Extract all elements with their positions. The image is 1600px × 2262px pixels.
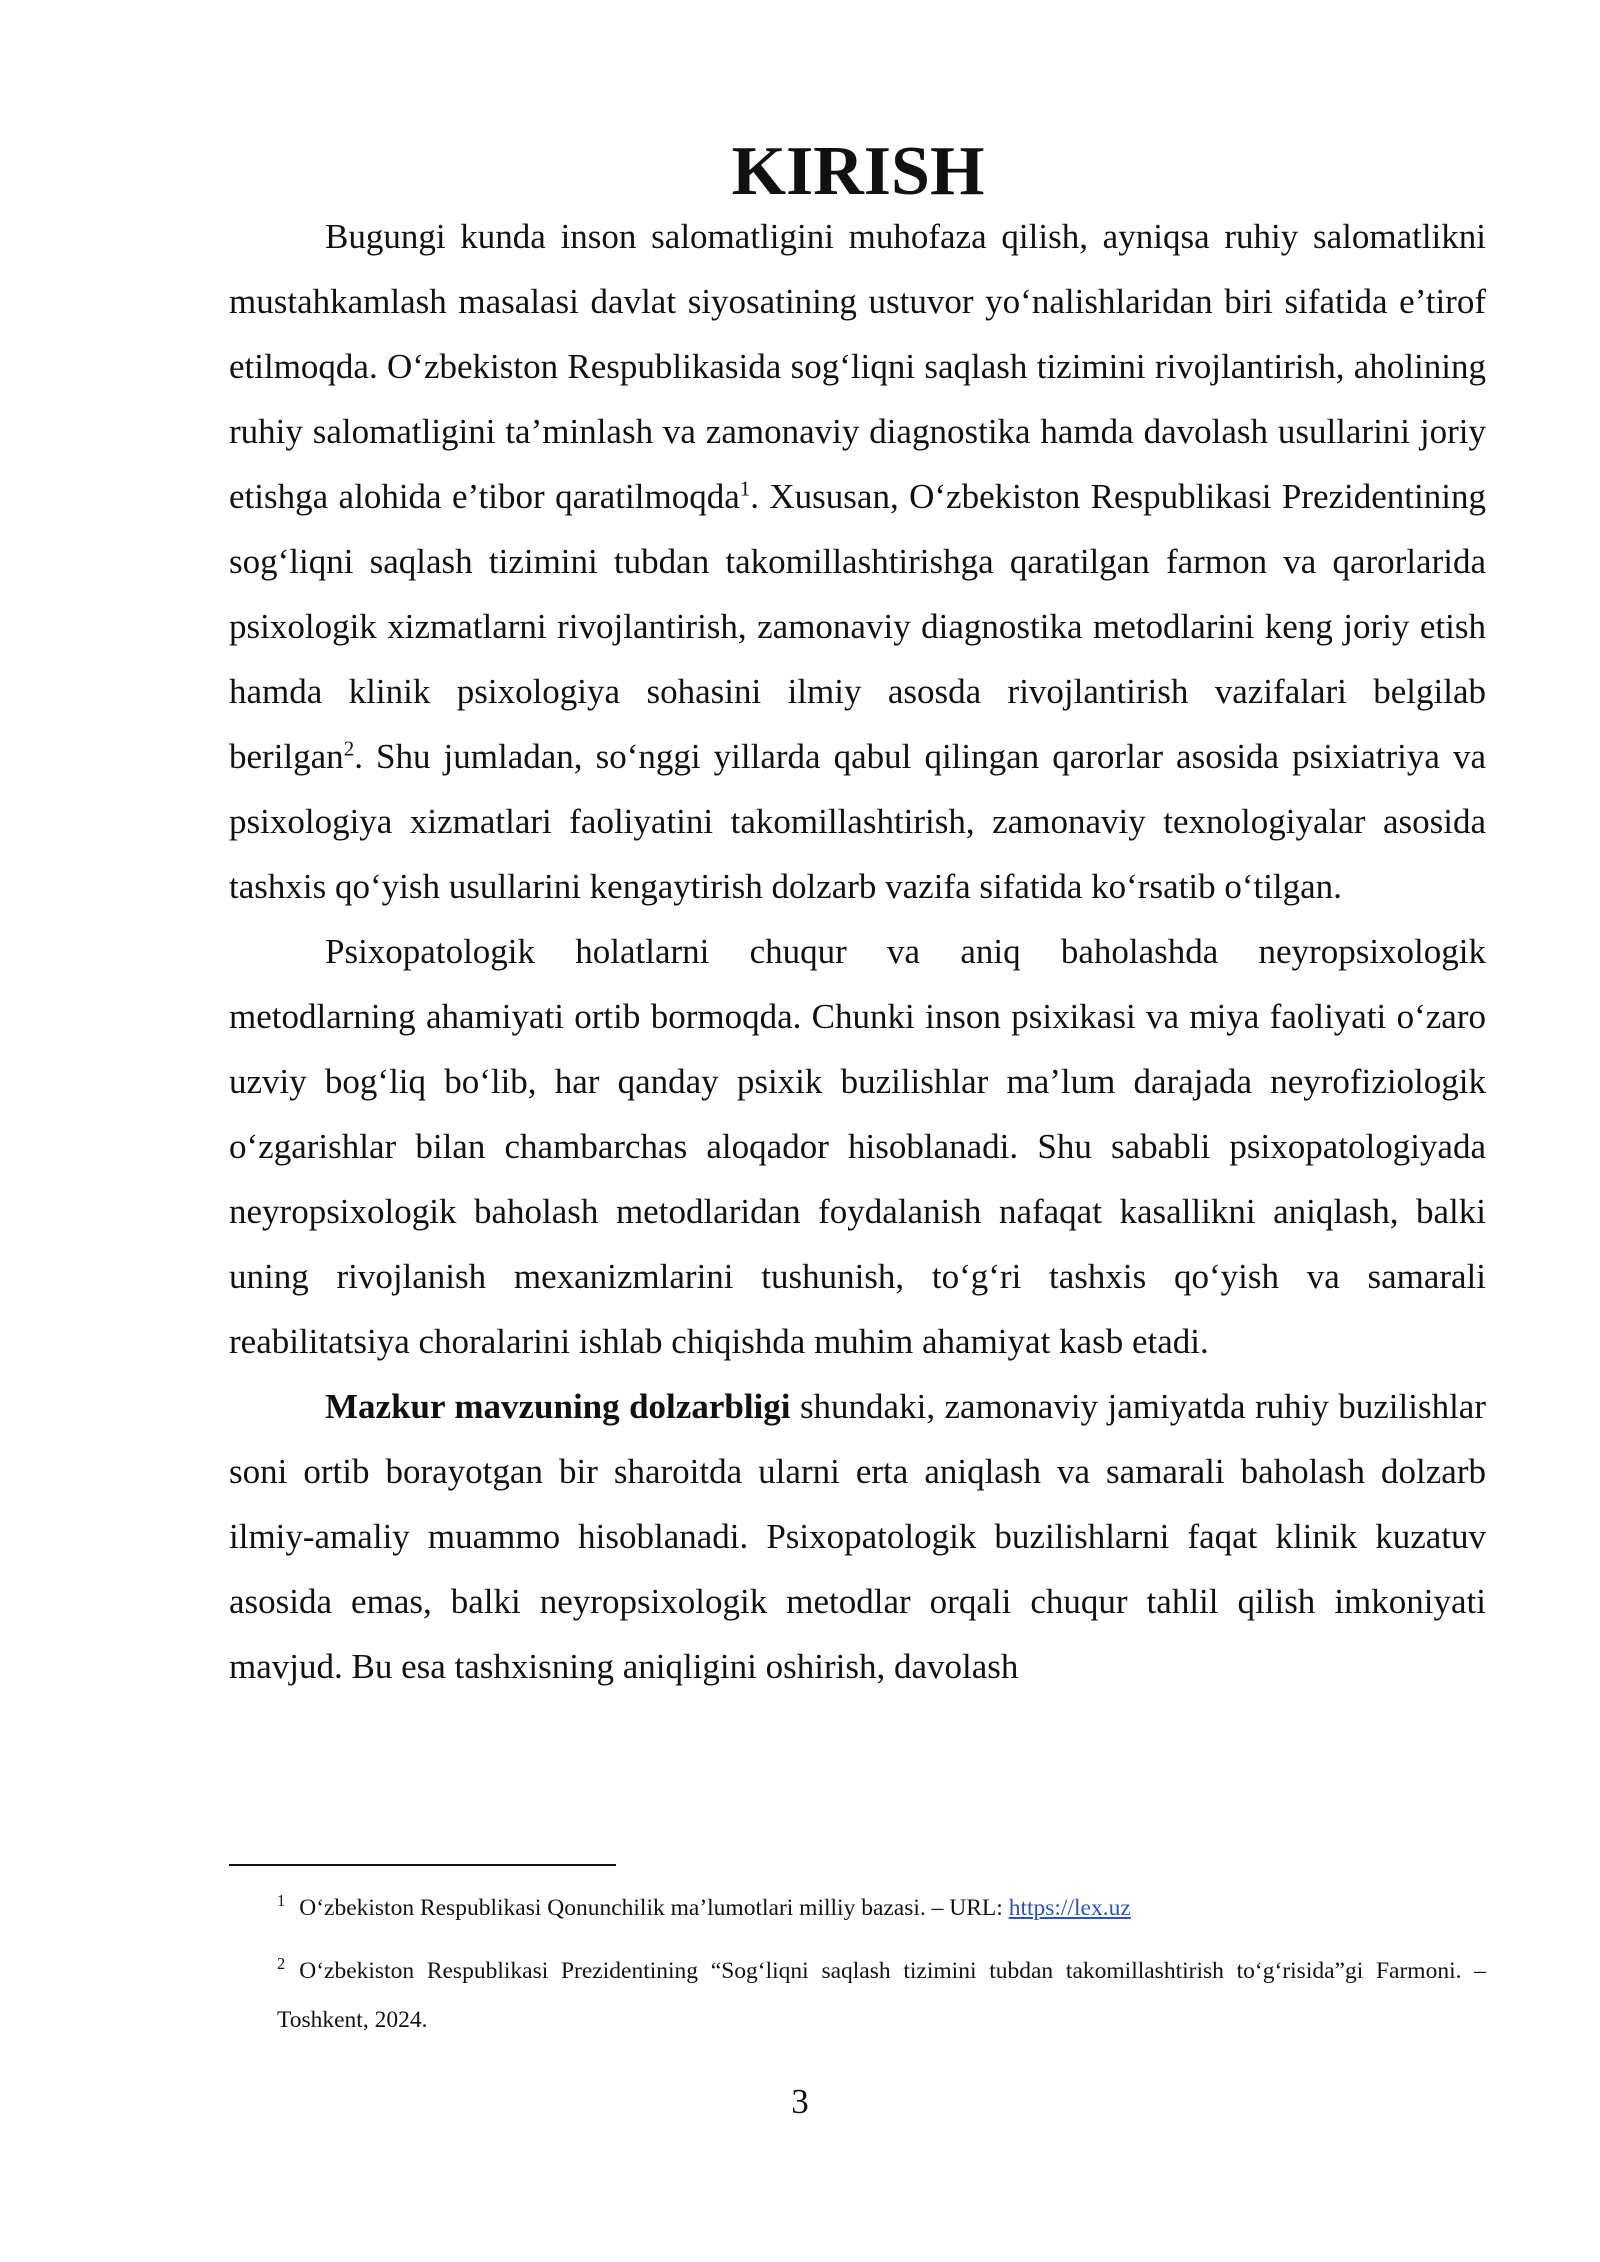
relevance-heading: Mazkur mavzuning dolzarbligi bbox=[325, 1387, 791, 1426]
paragraph-neuropsychology: Psixopatologik holatlarni chuqur va aniq baholashda neyropsixologik metodlarning ahamiyati ortib bormoqda. Chunki inson psixikasi va miya faoliyati o‘zaro uzviy bog‘liq bo‘lib, har qanday psixik buzilishlar ma’lum darajada neyrofiziologik o‘zgarishlar bilan chambarchas aloqador hisoblanadi. Shu sababli psixopatologiyada neyropsixologik baholash metodlaridan foydalanish nafaqat kasallikni aniqlash, balki uning rivojlanish mexanizmlarini tushunish, to‘g‘ri tashxis qo‘yish va samarali reabilitatsiya choralarini ishlab chiqishda muhim ahamiyat kasb etadi. bbox=[229, 932, 1486, 1361]
footnote-number-1: 1 bbox=[277, 1891, 286, 1911]
footnote-1 bbox=[277, 1884, 1486, 1933]
page-number: 3 bbox=[791, 2082, 809, 2121]
relevance-text: shundaki, zamonaviy jamiyatda ruhiy buzilishlar soni ortib borayotgan bir sharoitda ularni erta aniqlash va samarali baholash dolzarb ilmiy-amaliy muammo hisoblanadi. Psixopatologik buzilishlarni faqat klinik kuzatuv asosida emas, balki neyropsixologik metodlar orqali chuqur tahlil qilish imkoniyati mavjud. Bu esa tashxisning aniqligini oshirish, davolash bbox=[229, 1387, 1487, 1686]
footnote-2-text: O‘zbekiston Respublikasi Prezidentining “Sog‘liqni saqlash tizimini tubdan takomillashtirish to‘g‘risida”gi Farmoni. – Toshkent, 2024. bbox=[277, 1958, 1486, 2033]
footnote-ref-2[interactable]: 2 bbox=[343, 736, 355, 761]
paragraph-intro-part-b: . Xususan, O‘zbekiston Respublikasi Prezidentining sog‘liqni saqlash tizimini tubdan takomillashtirishga qaratilgan farmon va qarorlarida psixologik xizmatlarni rivojlantirish, zamonaviy diagnostika metodlarini keng joriy etish hamda klinik psixologiya sohasini ilmiy asosda rivojlantirish vazifalari belgilab berilgan bbox=[229, 477, 1486, 776]
paragraph-intro bbox=[229, 204, 1486, 919]
footnote-1-link[interactable]: https://lex.uz bbox=[1008, 1895, 1131, 1921]
footnote-1-text: O‘zbekiston Respublikasi Qonunchilik ma’lumotlari milliy bazasi. – URL: bbox=[299, 1895, 1009, 1921]
footnote-separator bbox=[229, 1864, 616, 1866]
footnote-2 bbox=[277, 1947, 1486, 2045]
paragraph-intro-part-c: . Shu jumladan, so‘nggi yillarda qabul qilingan qarorlar asosida psixiatriya va psixologiya xizmatlari faoliyatini takomillashtirish, zamonaviy texnologiyalar asosida tashxis qo‘yish usullarini kengaytirish dolzarb vazifa sifatida ko‘rsatib o‘tilgan. bbox=[229, 737, 1486, 906]
footnote-number-2: 2 bbox=[277, 1954, 286, 1974]
paragraph-relevance bbox=[229, 1374, 1486, 1699]
paragraph-intro-part-a: Bugungi kunda inson salomatligini muhofaza qilish, ayniqsa ruhiy salomatlikni mustahkamlash masalasi davlat siyosatining ustuvor yo‘nalishlaridan biri sifatida e’tirof etilmoqda. O‘zbekiston Respublikasida sog‘liqni saqlash tizimini rivojlantirish, aholining ruhiy salomatligini ta’minlash va zamonaviy diagnostika hamda davolash usullarini joriy etishga alohida e’tibor qaratilmoqda bbox=[229, 217, 1486, 516]
footnotes bbox=[277, 1884, 1486, 2059]
main-text bbox=[229, 133, 1487, 1699]
footnote-ref-1[interactable]: 1 bbox=[739, 476, 751, 501]
page-title: KIRISH bbox=[731, 133, 985, 210]
